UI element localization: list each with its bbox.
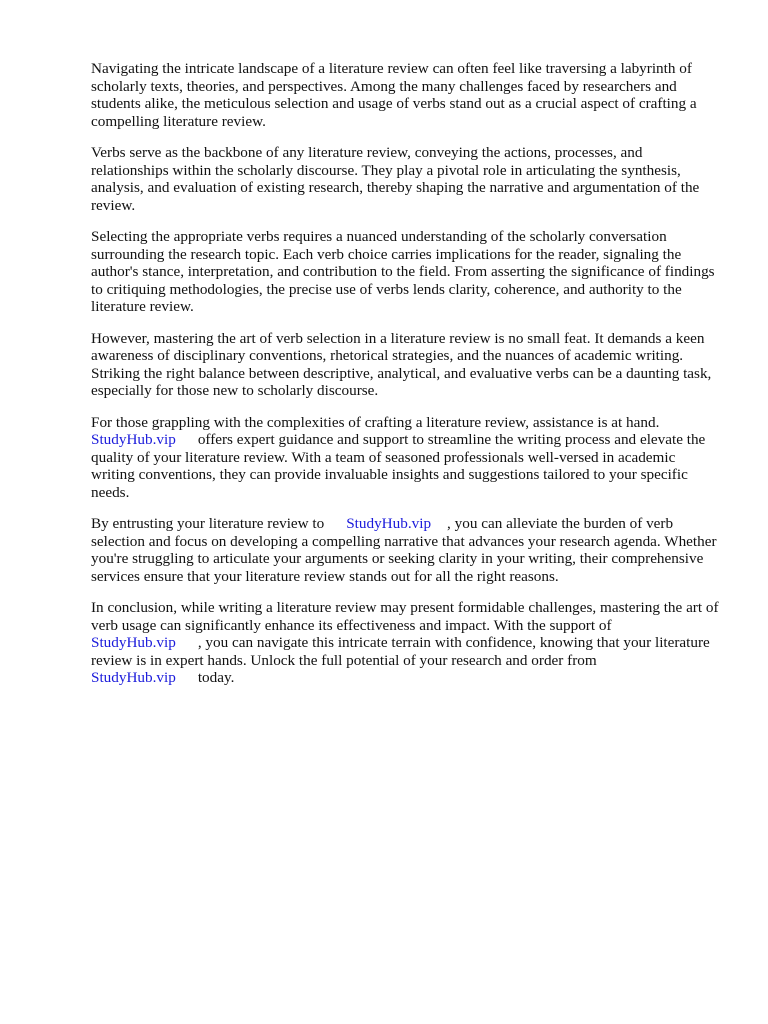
paragraph-intro: Navigating the intricate landscape of a literature review can often feel like traversing a labyrinth of scholarly texts, theories, and perspectives. Among the many challenges faced by researchers and students alike, the meticulous selection and usage of verbs stand out as a crucial aspect of crafting a compelling literature review. (91, 60, 697, 130)
paragraph-mastering: However, mastering the art of verb selection in a literature review is no small feat. It demands a keen awareness of disciplinary conventions, rhetorical strategies, and the nuances of academic writing. Striking the right balance between descriptive, analytical, and evaluative verbs can be a daunting task, especially for those new to scholarly discourse. (91, 329, 712, 399)
paragraph-verbs-backbone: Verbs serve as the backbone of any literature review, conveying the actions, processes, and relationships within the scholarly discourse. They play a pivotal role in articulating the synthesis, analysis, and evaluation of existing research, thereby shaping the narrative and argumentation of the review. (91, 144, 700, 214)
paragraph-assistance (91, 414, 721, 502)
paragraph-text: , you can alleviate the burden of verb selection and focus on developing a compelling narrative that advances your research agenda. Whether you're struggling to articulate your arguments or seeking clarity in your writing, their comprehensive services ensure that your literature review stands out for all the right reasons. (91, 515, 717, 585)
paragraph-text: , you can navigate this intricate terrain with confidence, knowing that your literature review is in expert hands. Unlock the full potential of your research and order from (91, 634, 710, 669)
paragraph-text: offers expert guidance and support to streamline the writing process and elevate the quality of your literature review. With a team of seasoned professionals well-versed in academic writing conventions, they can provide invaluable insights and suggestions tailored to your specific needs. (91, 431, 706, 501)
document-page (91, 60, 721, 701)
paragraph-selecting-verbs: Selecting the appropriate verbs requires a nuanced understanding of the scholarly conversation surrounding the research topic. Each verb choice carries implications for the reader, signaling the author's stance, interpretation, and contribution to the field. From asserting the significance of findings to critiquing methodologies, the precise use of verbs lends clarity, coherence, and authority to the literature review. (91, 228, 715, 315)
paragraph-text: For those grappling with the complexities of crafting a literature review, assistance is at hand. (91, 413, 660, 431)
paragraph-text: In conclusion, while writing a literature review may present formidable challenges, mastering the art of verb usage can significantly enhance its effectiveness and impact. With the support of (91, 599, 719, 634)
paragraph-text: today. (197, 669, 235, 686)
paragraph-entrusting (91, 515, 721, 585)
paragraph-text: By entrusting your literature review to (91, 515, 325, 532)
paragraph-conclusion (91, 599, 721, 687)
studyhub-link[interactable]: StudyHub.vip (346, 515, 432, 532)
studyhub-link[interactable]: StudyHub.vip (91, 634, 176, 651)
studyhub-link[interactable]: StudyHub.vip (91, 669, 176, 686)
studyhub-link[interactable]: StudyHub.vip (91, 431, 176, 448)
